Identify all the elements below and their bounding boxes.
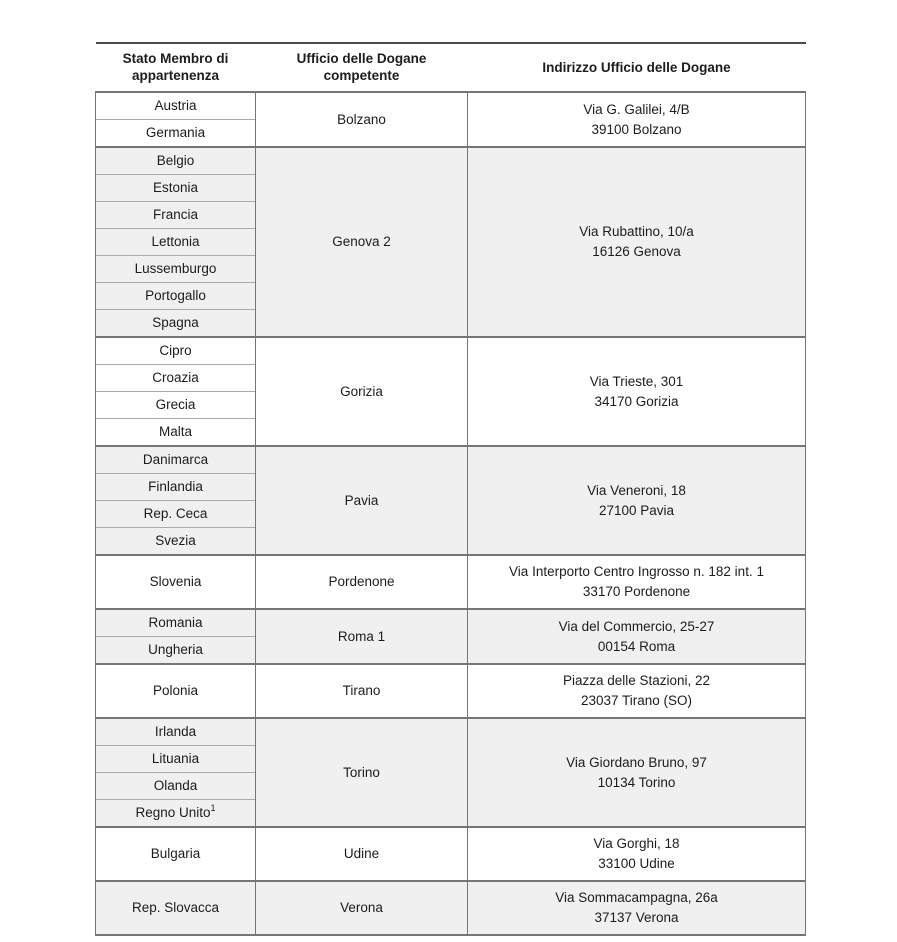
address-line: 27100 Pavia: [598, 502, 675, 518]
customs-office-address-cell: [468, 446, 806, 555]
address-line: 23037 Tirano (SO): [580, 693, 693, 708]
column-header-line: Ufficio delle Dogane: [296, 51, 427, 66]
address-line: 37137 Verona: [594, 910, 679, 925]
customs-office-cell: [256, 337, 468, 446]
customs-office-label: Roma 1: [337, 628, 386, 644]
customs-offices-table: [95, 42, 806, 936]
customs-office-address-cell: [468, 337, 806, 446]
column-header-member-state: [96, 43, 256, 92]
customs-office-address-cell: [468, 609, 806, 664]
table-body: [96, 92, 806, 935]
member-state-label: Rep. Ceca: [143, 506, 208, 521]
member-state-cell: [96, 392, 256, 419]
column-header-line: competente: [323, 68, 400, 83]
member-state-label: Danimarca: [142, 452, 209, 467]
member-state-label: Portogallo: [145, 288, 206, 303]
member-state-label: Romania: [148, 615, 203, 630]
member-state-label: Grecia: [155, 397, 196, 412]
customs-office-label: Udine: [343, 846, 380, 861]
address-line: Piazza delle Stazioni, 22: [562, 673, 711, 688]
customs-office-cell: [256, 718, 468, 827]
address-line: 16126 Genova: [592, 244, 681, 259]
column-header-customs-office: [256, 43, 468, 92]
customs-office-label: Verona: [340, 900, 383, 915]
member-state-label: Ungheria: [148, 642, 203, 657]
column-header-line: Stato Membro di: [122, 51, 229, 66]
table-row: [96, 147, 806, 175]
table-row: [96, 337, 806, 365]
member-state-cell: [96, 446, 256, 474]
address-line: Via Veneroni, 18: [587, 482, 686, 498]
customs-office-cell: [256, 92, 468, 147]
member-state-cell: [96, 773, 256, 800]
customs-office-address-cell: [468, 555, 806, 609]
table-row: [96, 555, 806, 609]
member-state-label: Lussemburgo: [134, 261, 217, 276]
member-state-cell: [96, 202, 256, 229]
address-line: 34170 Gorizia: [594, 393, 679, 409]
customs-office-label: Tirano: [342, 683, 381, 698]
table-row: [96, 446, 806, 474]
customs-office-cell: [256, 446, 468, 555]
member-state-label: Belgio: [156, 153, 195, 168]
customs-office-cell: [256, 555, 468, 609]
member-state-label: Slovenia: [149, 574, 202, 589]
member-state-cell: [96, 800, 256, 828]
member-state-cell: [96, 881, 256, 935]
member-state-cell: [96, 501, 256, 528]
member-state-cell: [96, 746, 256, 773]
member-state-label: Polonia: [152, 683, 199, 698]
address-line: 10134 Torino: [597, 774, 676, 790]
member-state-cell: [96, 419, 256, 447]
customs-office-label: Bolzano: [337, 111, 386, 127]
member-state-cell: [96, 474, 256, 501]
member-state-label: Lituania: [151, 751, 200, 766]
address-line: 39100 Bolzano: [591, 121, 682, 137]
member-state-label: Malta: [158, 424, 192, 439]
member-state-cell: [96, 718, 256, 746]
member-state-label: Irlanda: [154, 724, 197, 739]
member-state-label: Olanda: [153, 778, 198, 793]
customs-office-label: Torino: [343, 764, 380, 780]
member-state-cell: [96, 229, 256, 256]
member-state-label: Lettonia: [151, 234, 200, 249]
customs-office-cell: [256, 664, 468, 718]
member-state-cell: [96, 256, 256, 283]
member-state-label: Regno Unito: [135, 805, 211, 820]
column-header-customs-office-address: [468, 43, 806, 92]
table-row: [96, 92, 806, 120]
customs-office-address-cell: [468, 718, 806, 827]
customs-office-address-cell: [468, 92, 806, 147]
customs-office-cell: [256, 147, 468, 337]
address-line: Via G. Galilei, 4/B: [583, 101, 690, 117]
member-state-label: Svezia: [155, 533, 196, 548]
member-state-label: Finlandia: [148, 479, 203, 494]
address-line: Via Gorghi, 18: [593, 836, 680, 851]
address-line: Via Sommacampagna, 26a: [555, 890, 718, 905]
member-state-label: Germania: [145, 125, 206, 140]
address-line: Via Interporto Centro Ingrosso n. 182 int. 1: [509, 564, 764, 579]
table-header: [96, 43, 806, 92]
header-row: [96, 43, 806, 92]
customs-office-cell: [256, 827, 468, 881]
member-state-label: Spagna: [152, 315, 199, 330]
customs-office-label: Gorizia: [340, 383, 383, 399]
member-state-cell: [96, 365, 256, 392]
address-line: Via del Commercio, 25-27: [558, 618, 715, 634]
table-row: [96, 664, 806, 718]
member-state-cell: [96, 283, 256, 310]
member-state-label: Austria: [154, 98, 197, 113]
customs-office-label: Genova 2: [332, 234, 391, 249]
member-state-label: Croazia: [152, 370, 199, 385]
address-line: Via Rubattino, 10/a: [579, 224, 694, 239]
table-row: [96, 609, 806, 637]
member-state-cell: [96, 528, 256, 556]
member-state-label: Bulgaria: [150, 846, 201, 861]
table-row: [96, 718, 806, 746]
customs-office-label: Pavia: [344, 492, 379, 508]
address-line: 00154 Roma: [597, 638, 676, 654]
table-row: [96, 881, 806, 935]
customs-office-address-cell: [468, 147, 806, 337]
member-state-cell: [96, 609, 256, 637]
member-state-label: Cipro: [159, 343, 192, 358]
customs-office-address-cell: [468, 664, 806, 718]
member-state-cell: [96, 664, 256, 718]
member-state-cell: [96, 120, 256, 148]
member-state-cell: [96, 92, 256, 120]
customs-office-cell: [256, 881, 468, 935]
footnote-marker: 1: [210, 802, 216, 813]
member-state-label: Francia: [152, 207, 198, 222]
member-state-cell: [96, 310, 256, 338]
table-row: [96, 827, 806, 881]
address-line: 33170 Pordenone: [582, 584, 691, 599]
member-state-cell: [96, 147, 256, 175]
member-state-cell: [96, 175, 256, 202]
customs-office-address-cell: [468, 827, 806, 881]
customs-office-cell: [256, 609, 468, 664]
customs-office-label: Pordenone: [328, 574, 395, 589]
member-state-label: Estonia: [152, 180, 199, 195]
address-line: 33100 Udine: [598, 856, 675, 871]
member-state-cell: [96, 555, 256, 609]
member-state-cell: [96, 337, 256, 365]
address-line: Via Trieste, 301: [589, 373, 684, 389]
column-header-line: appartenenza: [131, 68, 220, 83]
member-state-cell: [96, 827, 256, 881]
column-header-line: Indirizzo Ufficio delle Dogane: [542, 59, 731, 75]
customs-office-address-cell: [468, 881, 806, 935]
address-line: Via Giordano Bruno, 97: [566, 754, 707, 770]
member-state-cell: [96, 637, 256, 665]
member-state-label: Rep. Slovacca: [131, 900, 220, 915]
